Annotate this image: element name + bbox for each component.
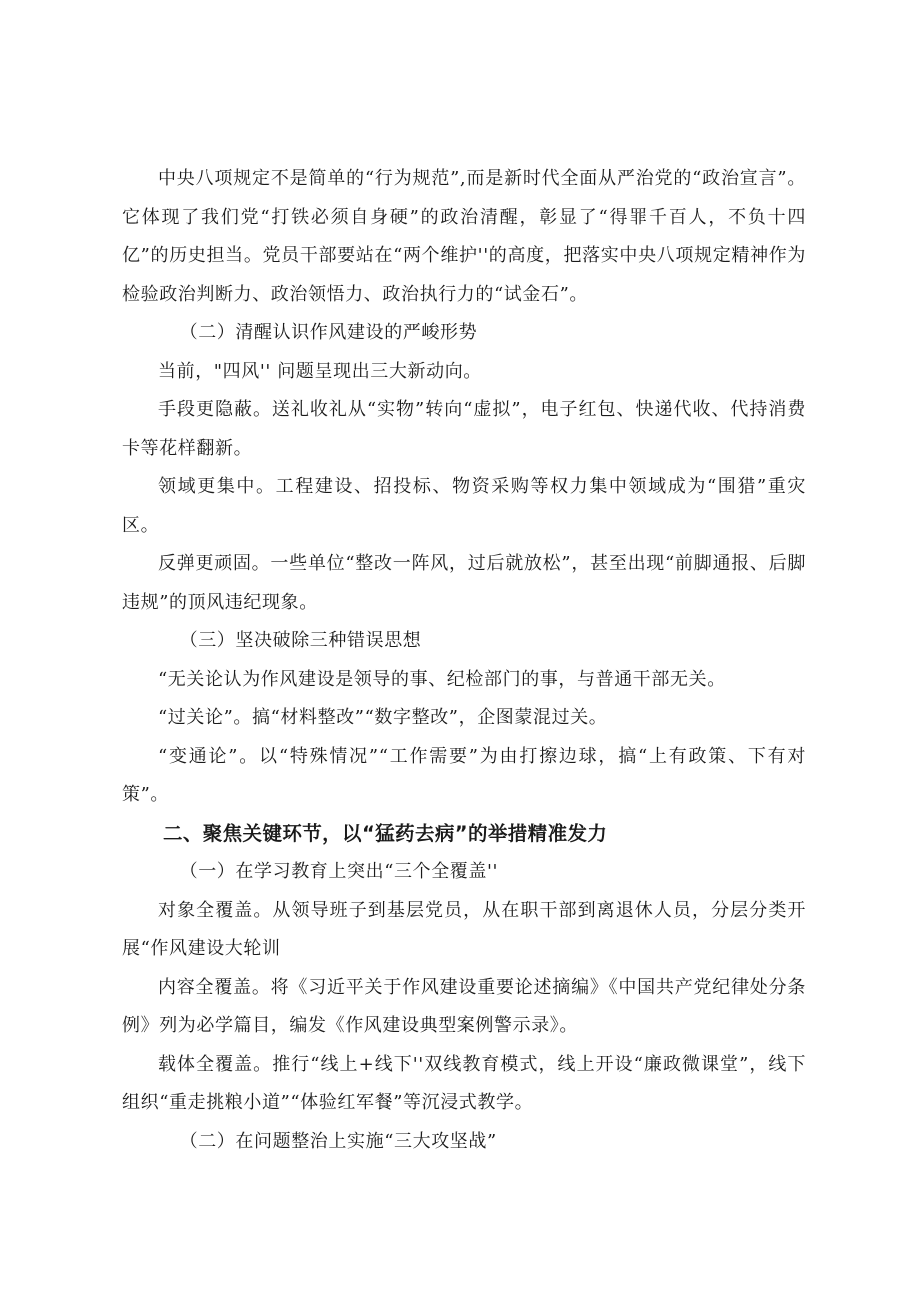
paragraph: 领域更集中。工程建设、招投标、物资采购等权力集中领域成为“围猎”重灾区。	[122, 476, 806, 536]
subheading: （一）在学习教育上突出“三个全覆盖''	[179, 861, 499, 882]
paragraph: 当前，"四风'' 问题呈现出三大新动向。	[158, 360, 482, 382]
subheading: （二）清醒认识作风建设的严峻形势	[179, 322, 478, 343]
paragraph: 手段更隐蔽。送礼收礼从“实物”转向“虚拟”，电子红包、快递代收、代持消费卡等花样翻新。	[122, 399, 806, 459]
paragraph: 对象全覆盖。从领导班子到基层党员，从在职干部到离退休人员，分层分类开展“作风建设大轮训	[122, 899, 806, 959]
paragraph: “无关论认为作风建设是领导的事、纪检部门的事，与普通干部无关。	[158, 668, 726, 690]
subheading: （二）在问题整治上实施“三大攻坚战”	[179, 1130, 497, 1152]
document-body	[122, 160, 806, 1161]
paragraph: 反弹更顽固。一些单位“整改一阵风，过后就放松”，甚至出现“前脚通报、后脚违规”的顶风违纪现象。	[122, 553, 806, 613]
paragraph: “过关论”。搞“材料整改”“数字整改”，企图蒙混过关。	[158, 707, 608, 728]
paragraph: 载体全覆盖。推行“线上+线下''双线教育模式，线上开设“廉政微课堂”，线下组织“重走挑粮小道”“体验红军餐”等沉浸式教学。	[122, 1053, 806, 1113]
subheading: （三）坚决破除三种错误思想	[179, 630, 422, 651]
paragraph: 内容全覆盖。将《习近平关于作风建设重要论述摘编》《中国共产党纪律处分条例》列为必学篇目，编发《作风建设典型案例警示录》。	[122, 976, 806, 1036]
paragraph: “变通论”。以“特殊情况”“工作需要”为由打擦边球，搞“上有政策、下有对策”。	[122, 745, 806, 805]
paragraph: 中央八项规定不是简单的“行为规范”,而是新时代全面从严治党的“政治宣言”。它体现了我们党“打铁必须自身硬”的政治清醒，彰显了“得罪千百人，不负十四亿”的历史担当。党员干部要站在“两个维护''的高度，把落实中央八项规定精神作为检验政治判断力、政治领悟力、政治执行力的“试金石”。	[122, 168, 806, 305]
section-heading: 二、聚焦关键环节，以“猛药去病”的举措精准发力	[162, 821, 608, 845]
